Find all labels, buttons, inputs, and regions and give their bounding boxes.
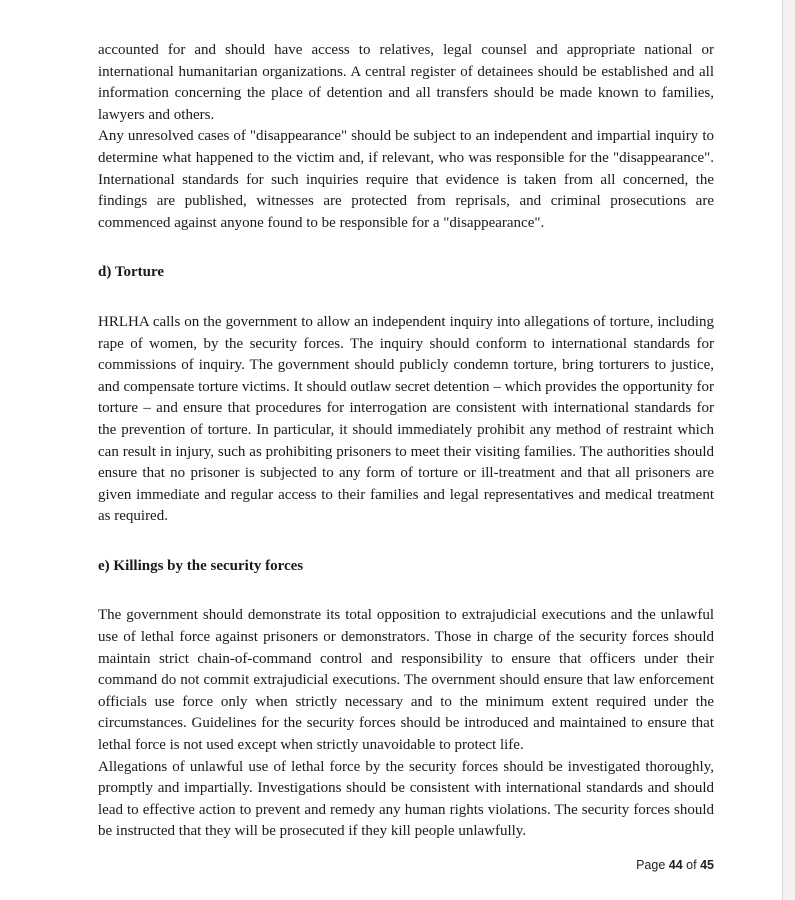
of-label: of	[686, 858, 697, 872]
paragraph-disappearance-inquiry: Any unresolved cases of "disappearance" should be subject to an independent and impartial inquiry to determine what happened to the victim and, if relevant, who was responsible for the "disappearance". International standards for such inquiries require that evidence is taken from all concerned, the findings are published, witnesses are protected from reprisals, and criminal prosecutions are commenced against anyone found to be responsible for a "disappearance".	[98, 128, 714, 231]
page-number: 44	[668, 858, 683, 872]
heading-torture: d) Torture	[98, 264, 164, 281]
page-content	[98, 40, 714, 843]
page-label: Page	[636, 858, 666, 872]
paragraph-torture: HRLHA calls on the government to allow an independent inquiry into allegations of torture, including rape of women, by the security forces. The inquiry should conform to international standards for commissions of inquiry. The government should publicly condemn torture, bring torturers to justice, and compensate torture victims. It should outlaw secret detention – which provides the opportunity for torture – and ensure that procedures for interrogation are consistent with international standards for the prevention of torture. In particular, it should immediately prohibit any method of restraint which can result in injury, such as prohibiting prisoners to meet their visiting families. The authorities should ensure that no prisoner is subjected to any form of torture or ill-treatment and that all prisoners are given immediate and regular access to their families and legal representatives and medical treatment as required.	[98, 313, 714, 525]
total-pages: 45	[700, 858, 714, 872]
page-footer	[600, 858, 714, 872]
scrollbar-track[interactable]	[783, 0, 795, 900]
paragraph-detainees: accounted for and should have access to relatives, legal counsel and appropriate national or international humanitarian organizations. A central register of detainees should be established and all information concerning the place of detention and all transfers should be made known to families, lawyers and others.	[98, 42, 714, 123]
paragraph-extrajudicial-executions: The government should demonstrate its total opposition to extrajudicial executions and the unlawful use of lethal force against prisoners or demonstrators. Those in charge of the security forces should maintain strict chain-of-command control and responsibility to ensure that officers under their command do not commit extrajudicial executions. The overnment should ensure that law enforcement officials use force only when strictly necessary and to the minimum extent required under the circumstances. Guidelines for the security forces should be introduced and maintained to ensure that lethal force is not used except when strictly unavoidable to protect life.	[98, 607, 714, 754]
heading-killings: e) Killings by the security forces	[98, 557, 304, 574]
paragraph-lethal-force-allegations: Allegations of unlawful use of lethal force by the security forces should be investigated thoroughly, promptly and impartially. Investigations should be consistent with international standards and should lead to effective action to prevent and remedy any human rights violations. The security forces should be instructed that they will be prosecuted if they kill people unlawfully.	[98, 758, 714, 840]
